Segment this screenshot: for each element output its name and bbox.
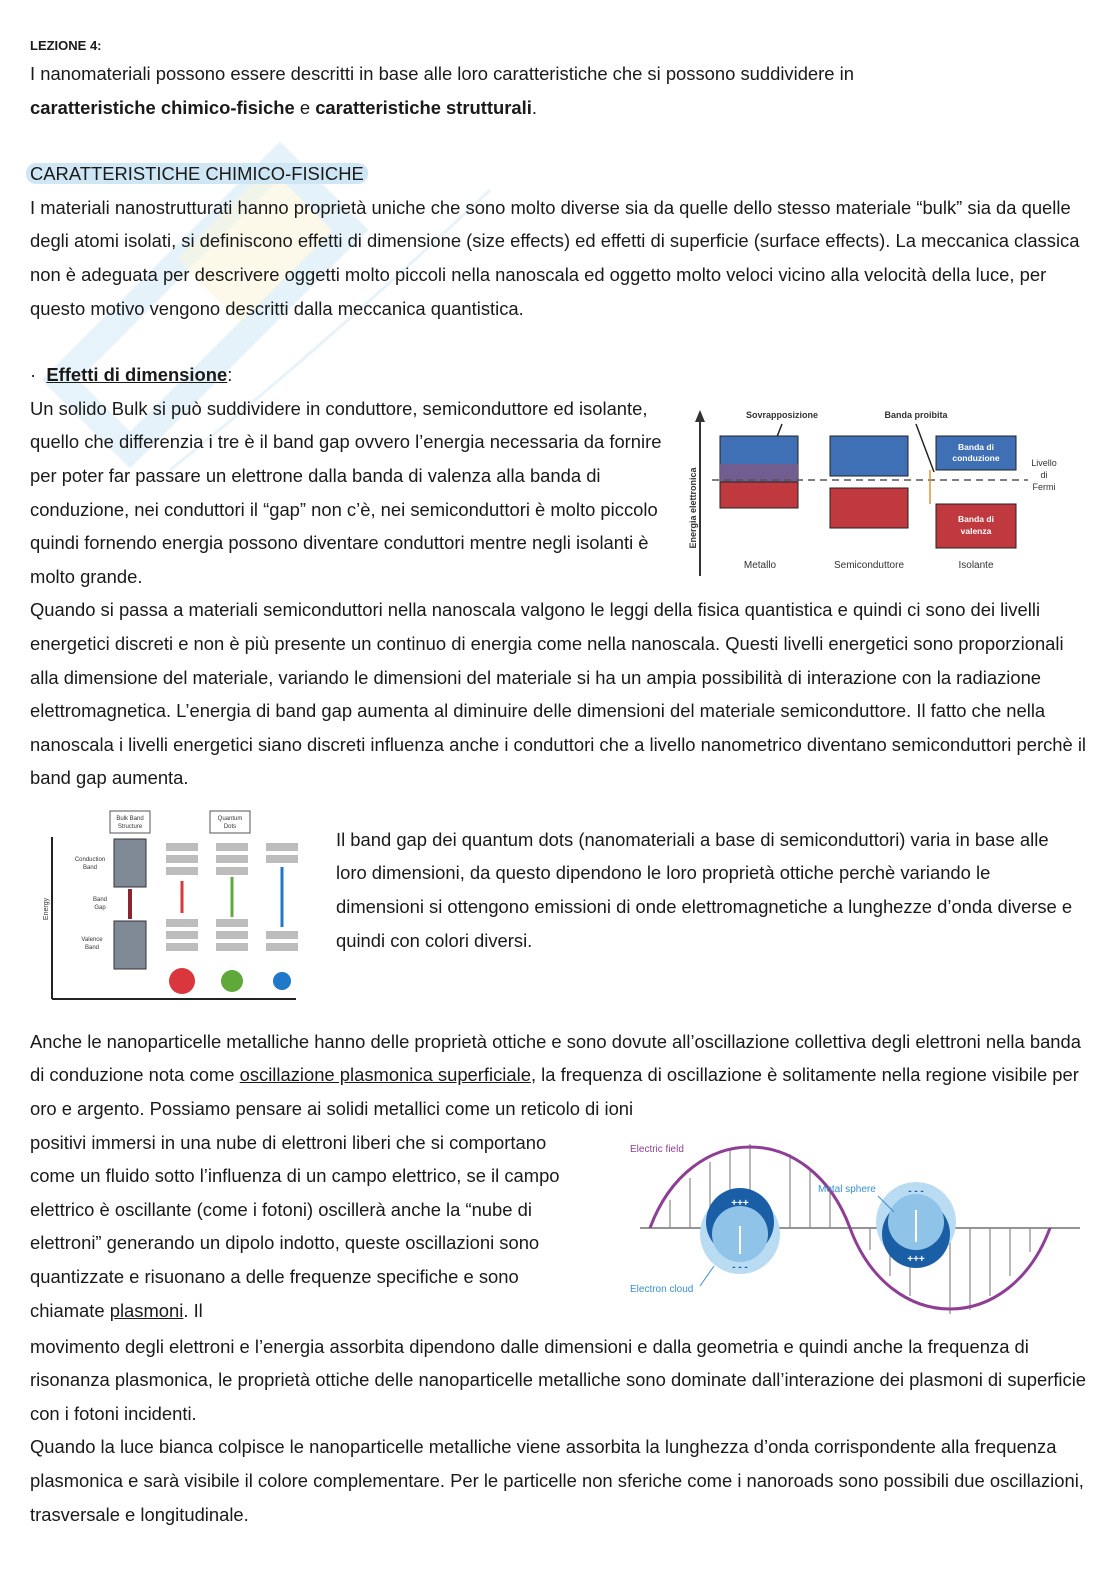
subheading-size-effects — [30, 358, 1090, 392]
qd-dot-green — [221, 970, 243, 992]
bullet: · — [30, 364, 37, 386]
quantum-dots-figure — [43, 809, 308, 1009]
conduction-label-2: conduzione — [952, 452, 1000, 463]
p5-text-1: Anche le nanoparticelle metalliche hanno delle proprietà ottiche e sono dovute all’oscillazione collettiva degli elettroni nella banda di conduzione nota come — [30, 1030, 1081, 1086]
qd-dot-red — [169, 968, 195, 994]
qd-cb-label-2: Band — [82, 864, 98, 871]
quantum-dots-row — [30, 809, 1090, 1009]
qd-bulk-label-1: Bulk Band — [116, 815, 144, 822]
valence-label-1: Banda di — [958, 513, 994, 524]
charge-minus-left: - - - — [732, 1261, 748, 1273]
plasmon-figure — [630, 1130, 1090, 1330]
section-heading-text: CARATTERISTICHE CHIMICO-FISICHE — [26, 163, 368, 184]
lesson-label: LEZIONE 4: — [30, 38, 102, 53]
conduction-label-1: Banda di — [958, 441, 994, 452]
charge-minus-right: - - - — [908, 1185, 924, 1197]
insulator-label: Isolante — [958, 559, 994, 571]
semiconductor-valence-band — [830, 488, 908, 528]
document-page — [30, 38, 1090, 1531]
valence-label-2: valenza — [960, 525, 992, 536]
charge-plus-right: +++ — [907, 1253, 925, 1265]
paragraph-electron-cloud — [30, 1126, 580, 1330]
energy-axis — [688, 410, 705, 576]
intro-connector: e — [294, 96, 316, 118]
paragraph-electron-movement: movimento degli elettroni e l’energia assorbita dipendono dalle dimensioni e dalla geometria e quindi anche la frequenza di risonanza plasmonica, le proprietà ottiche delle nanoparticelle metalliche sono dominate dall’interazione dei plasmoni di superficie con i fotoni incidenti. — [30, 1335, 1087, 1424]
electron-cloud-label: Electron cloud — [630, 1283, 694, 1295]
qd-cb-label-1: Conduction — [74, 856, 106, 863]
paragraph-nanostructured: I materiali nanostrutturati hanno proprietà uniche che sono molto diverse sia da quelle dello stesso materiale “bulk” sia da quelle degli atomi isolati, si definiscono effetti di dimensione (size effects) ed effetti di superficie (surface effects). La meccanica classica non è adeguata per descrivere oggetti molto piccoli nella nanoscala ed oggetto molto veloci vicino alla velocità della luce, per questo motivo vengono descritti dalla meccanica quantistica. — [30, 196, 1080, 319]
intro-paragraph — [30, 57, 1090, 124]
paragraph-metal-nanoparticles — [30, 1025, 1090, 1126]
qd-bulk-conduction — [114, 839, 146, 887]
overlap-label: Sovrapposizione — [745, 409, 819, 420]
charge-plus-left: +++ — [731, 1197, 749, 1209]
p6-text-1: positivi immersi in una nube di elettroni liberi che si comportano come un fluido sotto l’influenza di un campo elettrico, se il campo elettrico è oscillante (come i fotoni) oscillerà anche la “nube di elettroni” generando un dipolo indotto, queste oscillazioni sono quantizzate e risuonano a delle frequenze specifiche e sono chiamate — [30, 1131, 560, 1321]
intro-bold-structural: caratteristiche strutturali — [315, 96, 532, 118]
fermi-label-1: Livello — [1031, 457, 1057, 468]
semiconductor-label: Semiconduttore — [833, 559, 905, 571]
qd-vb-label-1: Valence — [81, 936, 103, 943]
forbidden-band-label: Banda proibita — [884, 409, 948, 420]
p5-text-2: , la frequenza di oscillazione è solitamente nella regione visibile per oro e argento. Possiamo pensare ai solidi metallici come un reticolo di ioni — [30, 1064, 1079, 1120]
qd-gap-label-1: Band — [92, 896, 108, 903]
intro-text: I nanomateriali possono essere descritti in base alle loro caratteristiche che si possono suddividere in — [30, 63, 854, 84]
section-heading — [30, 157, 1090, 191]
subheading-text: Effetti di dimensione — [46, 364, 228, 386]
paragraph-quantum-dots: Il band gap dei quantum dots (nanomateriali a base di semiconduttori) varia in base alle loro dimensioni, da questo dipendono le loro proprietà ottiche perchè variando le dimensioni si ottengono emissioni di onde elettromagnetiche a lunghezze d’onda diverse e quindi con colori diversi. — [336, 828, 1073, 951]
band-row — [30, 392, 1090, 594]
paragraph-white-light: Quando la luce bianca colpisce le nanoparticelle metalliche viene assorbita la lunghezza d’onda corrispondente alla frequenza plasmonica e sarà visibile il colore complementare. Per le particelle non sferiche come i nanoroads sono possibili due oscillazioni, trasversale e longitudinale. — [30, 1436, 1084, 1525]
qd-energy-label: Energy — [43, 897, 50, 920]
qd-vb-label-2: Band — [84, 944, 100, 951]
paragraph-bulk-solid: Un solido Bulk si può suddividere in conduttore, semiconduttore ed isolante, quello che differenzia i tre è il band gap ovvero l’energia necessaria da fornire per poter far passare un elettrone dalla banda di valenza alla banda di conduzione, nei conduttori il “gap” non c’è, nei semiconduttori è molto piccolo quindi fornendo energia possono diventare conduttori mentre negli isolanti è molto grande. — [30, 397, 662, 587]
qd-quantum-label-2: Dots — [223, 823, 237, 830]
p6-underlined-plasmoni: plasmoni — [109, 1299, 184, 1321]
semiconductor-conduction-band — [830, 436, 908, 476]
plasmon-row — [30, 1126, 1090, 1330]
metal-valence-band — [720, 482, 798, 508]
fermi-label-2: di — [1040, 469, 1048, 480]
band-diagram-figure — [680, 396, 1075, 592]
subheading-colon: : — [227, 364, 233, 386]
p6-text-2: . Il — [183, 1299, 203, 1321]
energy-axis-label: Energia elettronica — [688, 467, 698, 549]
fermi-label-3: Fermi — [1032, 481, 1056, 492]
paragraph-nanoscale-semiconductors: Quando si passa a materiali semiconduttori nella nanoscala valgono le leggi della fisica quantistica e quindi ci sono dei livelli energetici discreti e non è più presente un continuo di energia come nella nanoscala. Questi livelli energetici sono proporzionali alla dimensione del materiale, variando le dimensioni del materiale si ha un ampia possibilità di interazione con la radiazione elettromagnetica. L’energia di band gap aumenta al diminuire delle dimensioni del materiale semiconduttore. Il fatto che nella nanoscala i livelli energetici siano discreti influenza anche i conduttori che a livello nanometrico diventano semiconduttori perchè il band gap aumenta. — [30, 599, 1087, 789]
qd-gap-label-2: Gap — [94, 904, 106, 911]
intro-bold-chemphys: caratteristiche chimico-fisiche — [30, 96, 295, 118]
electric-field-label: Electric field — [630, 1143, 684, 1155]
metal-sphere-label: Metal sphere — [818, 1183, 876, 1195]
qd-bulk-valence — [114, 921, 146, 969]
qd-dot-blue — [273, 972, 291, 990]
p5-underlined: oscillazione plasmonica superficiale — [239, 1064, 531, 1086]
qd-quantum-label-1: Quantum — [217, 815, 243, 822]
qd-bulk-label-2: Structure — [117, 823, 143, 830]
intro-period: . — [531, 96, 537, 118]
metal-label: Metallo — [743, 559, 777, 571]
